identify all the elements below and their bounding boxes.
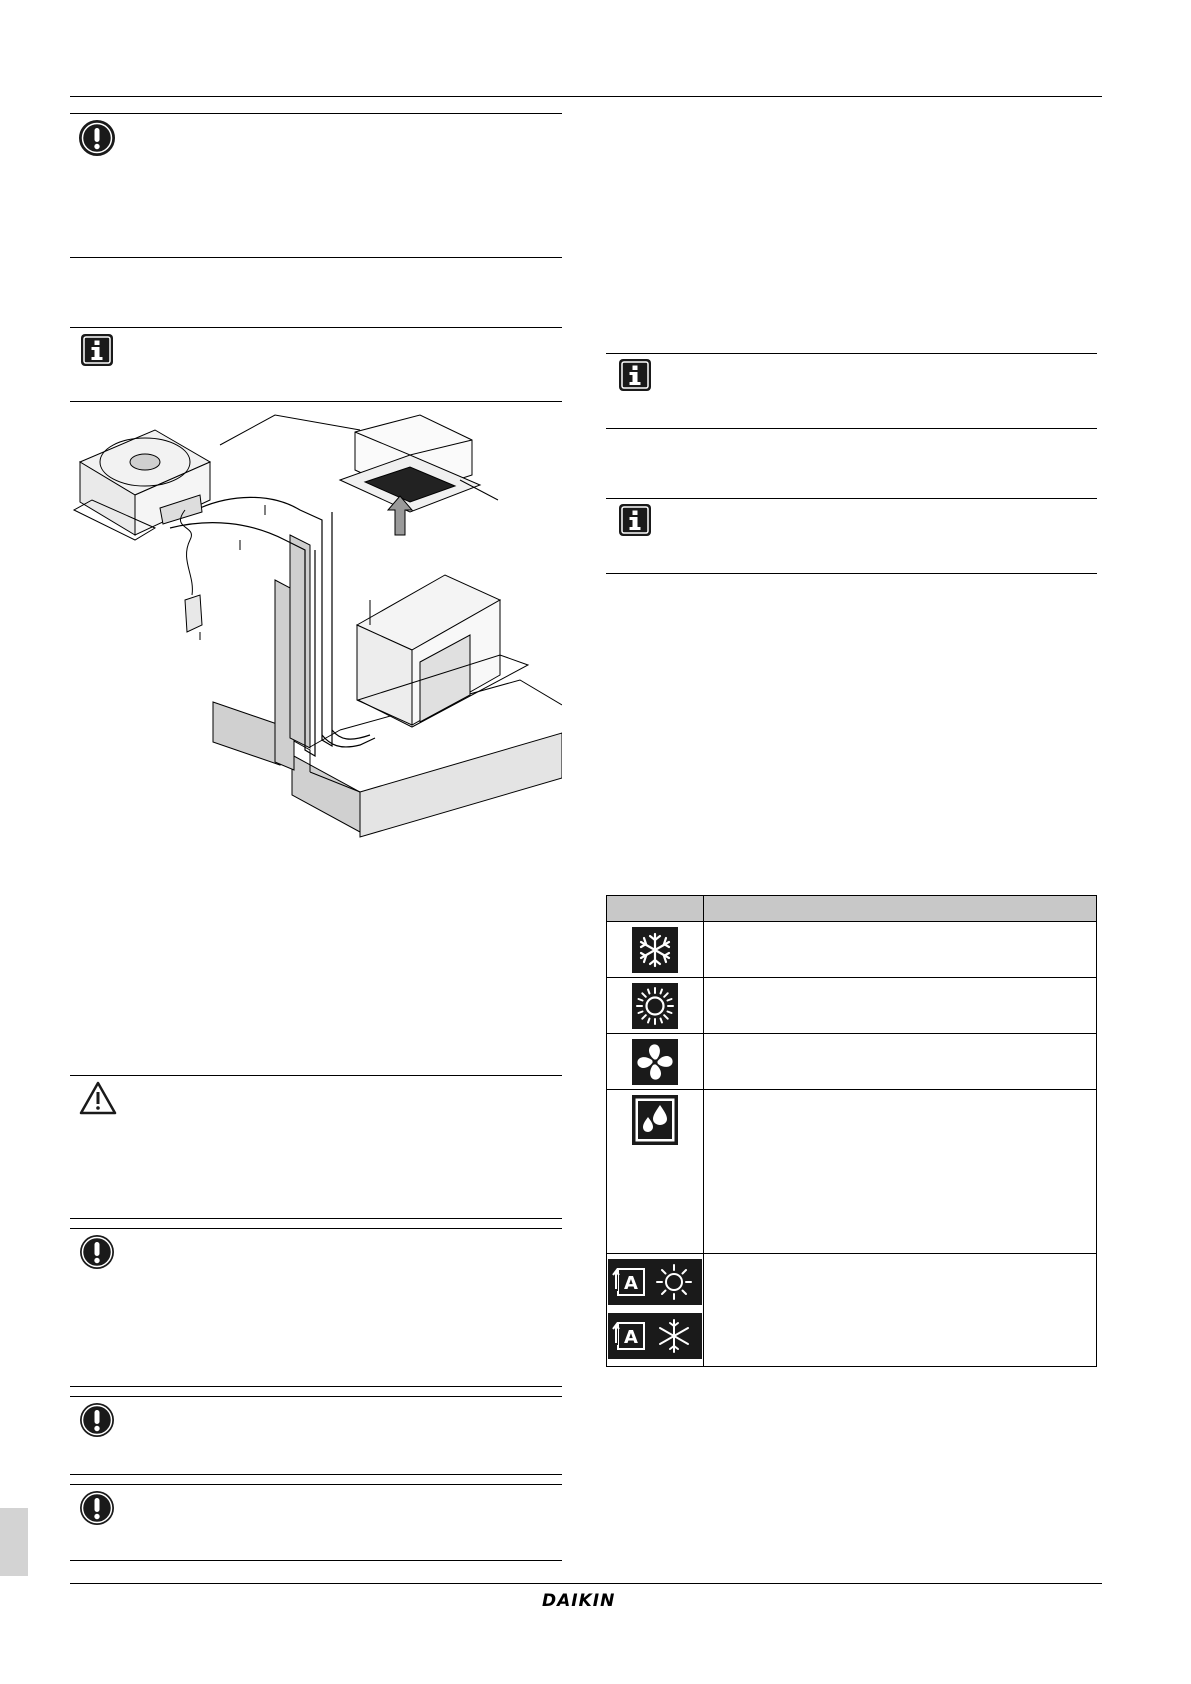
side-tab bbox=[0, 1508, 28, 1576]
sun-icon bbox=[632, 983, 678, 1029]
note-top-rule bbox=[70, 1228, 562, 1229]
fan-icon bbox=[632, 1039, 678, 1085]
auto-cool-icon bbox=[608, 1313, 702, 1359]
note-bottom-rule bbox=[70, 1218, 562, 1219]
exclamation-icon bbox=[78, 1489, 116, 1527]
daikin-logo: DAIKIN bbox=[542, 1591, 616, 1611]
table-header-cell bbox=[704, 896, 1097, 922]
note-top-rule bbox=[606, 353, 1097, 354]
note-top-rule bbox=[606, 498, 1097, 499]
svg-text:A: A bbox=[624, 1273, 638, 1294]
note-bottom-rule bbox=[70, 1474, 562, 1475]
exclamation-icon bbox=[78, 1233, 116, 1271]
info-icon bbox=[80, 333, 114, 367]
info-icon bbox=[618, 503, 652, 537]
note-bottom-rule bbox=[606, 428, 1097, 429]
table-row bbox=[607, 978, 1097, 1034]
table-header-row bbox=[607, 896, 1097, 922]
table-row bbox=[607, 1034, 1097, 1090]
info-icon bbox=[618, 358, 652, 392]
table-row bbox=[607, 922, 1097, 978]
note-top-rule bbox=[70, 1484, 562, 1485]
header-rule bbox=[70, 96, 1102, 97]
table-header-cell bbox=[607, 896, 704, 922]
installation-illustration bbox=[60, 400, 562, 840]
exclamation-icon bbox=[78, 119, 116, 157]
note-top-rule bbox=[70, 1396, 562, 1397]
auto-heat-icon bbox=[608, 1259, 702, 1305]
snowflake-icon bbox=[632, 927, 678, 973]
droplet-icon bbox=[632, 1095, 678, 1145]
note-top-rule bbox=[70, 113, 562, 114]
warning-triangle-icon bbox=[78, 1080, 118, 1116]
exclamation-icon bbox=[78, 1401, 116, 1439]
note-bottom-rule bbox=[70, 257, 562, 258]
note-top-rule bbox=[70, 327, 562, 328]
operation-mode-table bbox=[606, 895, 1097, 1367]
table-row bbox=[607, 1254, 1097, 1367]
svg-text:A: A bbox=[624, 1327, 638, 1348]
note-bottom-rule bbox=[606, 573, 1097, 574]
table-row bbox=[607, 1090, 1097, 1254]
note-bottom-rule bbox=[70, 1560, 562, 1561]
note-bottom-rule bbox=[70, 1386, 562, 1387]
note-top-rule bbox=[70, 1075, 562, 1076]
footer-rule bbox=[70, 1583, 1102, 1584]
